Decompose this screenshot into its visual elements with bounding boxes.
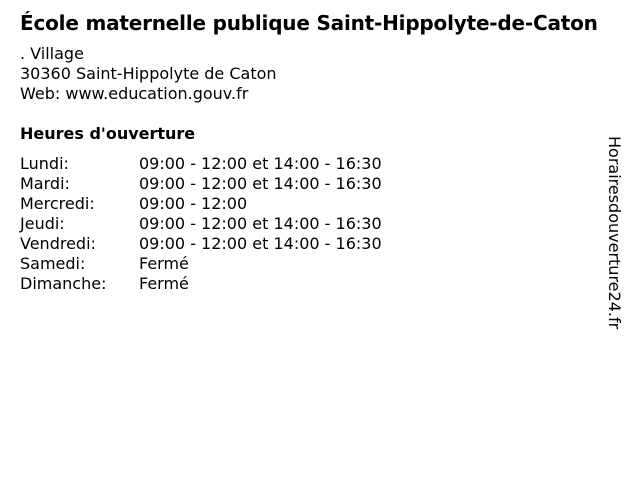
day-hours: 09:00 - 12:00 [139,194,248,213]
address-web: Web: www.education.gouv.fr [20,84,249,103]
day-label: Vendredi: [20,234,96,253]
day-hours: Fermé [139,254,189,273]
day-hours: 09:00 - 12:00 et 14:00 - 16:30 [139,174,382,193]
day-label: Lundi: [20,154,69,173]
address-city: 30360 Saint-Hippolyte de Caton [20,64,277,83]
day-hours: 09:00 - 12:00 et 14:00 - 16:30 [139,234,382,253]
day-label: Samedi: [20,254,86,273]
day-label: Jeudi: [20,214,65,233]
day-label: Mercredi: [20,194,95,213]
day-label: Mardi: [20,174,70,193]
school-name: École maternelle publique Saint-Hippolyte-de-Caton [20,11,598,35]
address-street: . Village [20,44,84,63]
hours-heading: Heures d'ouverture [20,124,196,143]
day-label: Dimanche: [20,274,107,293]
day-hours: Fermé [139,274,189,293]
day-hours: 09:00 - 12:00 et 14:00 - 16:30 [139,214,382,233]
day-hours: 09:00 - 12:00 et 14:00 - 16:30 [139,154,382,173]
site-watermark: Horairesdouverture24.fr [605,136,624,330]
address-block [20,44,277,104]
